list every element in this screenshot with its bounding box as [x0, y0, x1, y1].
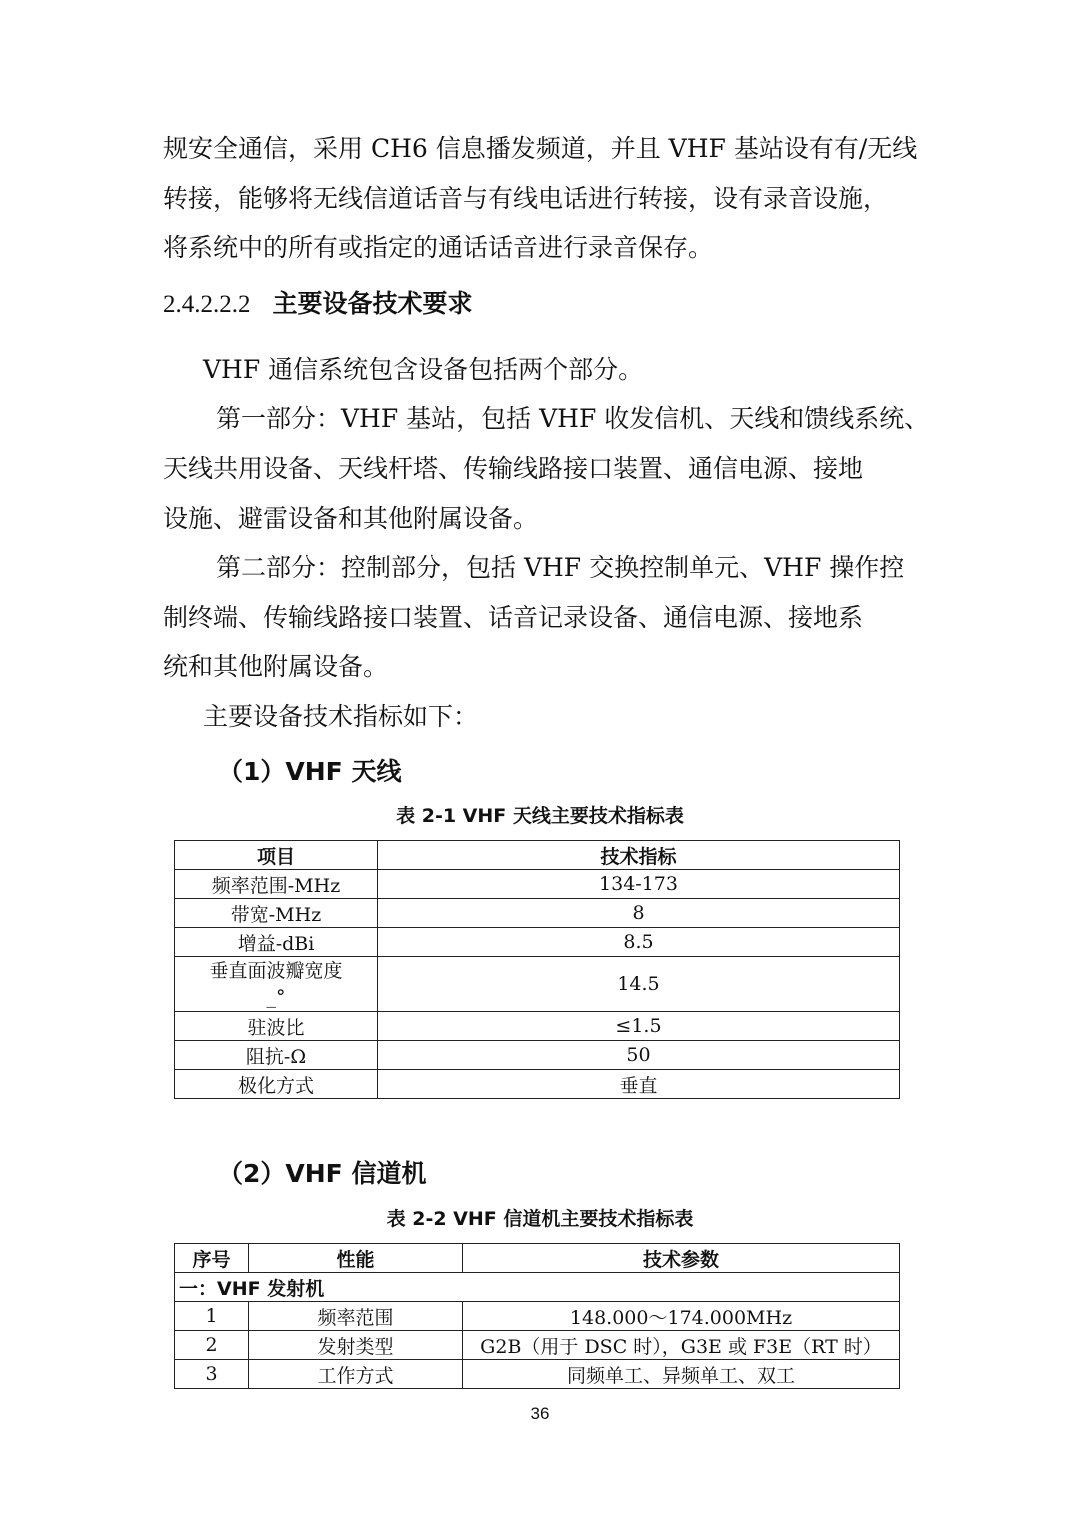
table2-caption: 表 2-2 VHF 信道机主要技术指标表 [386, 1208, 694, 1230]
table-row [175, 870, 900, 899]
section-number: 2.4.2.2.2 [163, 291, 251, 318]
paragraph-line: 制终端、传输线路接口装置、话音记录设备、通信电源、接地系 [163, 603, 864, 632]
table-row [175, 1360, 900, 1389]
header-cell: 技术参数 [463, 1244, 900, 1273]
paragraph-line: 天线共用设备、天线杆塔、传输线路接口装置、通信电源、接地 [163, 454, 864, 483]
cell-value: 同频单工、异频单工、双工 [463, 1360, 900, 1389]
table-row [175, 1012, 900, 1041]
channel-unit-spec-table [174, 1243, 900, 1389]
cell-value: 垂直 [378, 1070, 900, 1099]
table-row [175, 1302, 900, 1331]
cell-value: 8 [378, 899, 900, 928]
paragraph-line: 规安全通信，采用 CH6 信息播发频道，并且 VHF 基站设有有/无线 [163, 134, 918, 163]
cell-item [175, 957, 378, 1012]
paragraph-line: 转接，能够将无线信道话音与有线电话进行转接，设有录音设施， [163, 184, 889, 213]
header-cell: 性能 [249, 1244, 463, 1273]
table-row [175, 1070, 900, 1099]
header-cell: 项目 [175, 841, 378, 870]
header-cell: 技术指标 [378, 841, 900, 870]
table-header-row [175, 1244, 900, 1273]
cell-item-line2: _° [266, 986, 286, 1008]
paragraph-line: 第二部分：控制部分，包括 VHF 交换控制单元、VHF 操作控 [216, 553, 905, 582]
table-header-row [175, 841, 900, 870]
cell-property: 发射类型 [249, 1331, 463, 1360]
paragraph-line: 将系统中的所有或指定的通话话音进行录音保存。 [163, 233, 714, 262]
paragraph-line: 统和其他附属设备。 [163, 652, 389, 681]
cell-item-line1: 垂直面波瓣宽度 [209, 960, 343, 982]
cell-property: 频率范围 [249, 1302, 463, 1331]
cell-item: 增益-dBi [175, 928, 378, 957]
paragraph-line: VHF 通信系统包含设备包括两个部分。 [203, 355, 644, 384]
table-row [175, 957, 900, 1012]
section-title: 主要设备技术要求 [272, 289, 473, 318]
paragraph-line: 主要设备技术指标如下： [203, 702, 479, 731]
cell-property: 工作方式 [249, 1360, 463, 1389]
paragraph-line: 第一部分：VHF 基站，包括 VHF 收发信机、天线和馈线系统、 [216, 404, 930, 433]
table-row [175, 899, 900, 928]
cell-item: 频率范围-MHz [175, 870, 378, 899]
cell-value: 8.5 [378, 928, 900, 957]
page-number: 36 [530, 1404, 550, 1423]
cell-index: 2 [175, 1331, 249, 1360]
cell-value: G2B（用于 DSC 时），G3E 或 F3E（RT 时） [463, 1331, 900, 1360]
cell-value: 148.000～174.000MHz [463, 1302, 900, 1331]
cell-value: 50 [378, 1041, 900, 1070]
cell-item: 阻抗-Ω [175, 1041, 378, 1070]
cell-item: 极化方式 [175, 1070, 378, 1099]
paragraph-line: 设施、避雷设备和其他附属设备。 [163, 504, 539, 533]
table-row [175, 928, 900, 957]
table-section-row [175, 1273, 900, 1302]
cell-value: ≤1.5 [378, 1012, 900, 1041]
cell-index: 3 [175, 1360, 249, 1389]
header-cell: 序号 [175, 1244, 249, 1273]
section-heading [163, 284, 473, 320]
section-cell: 一：VHF 发射机 [175, 1273, 900, 1302]
table-row [175, 1331, 900, 1360]
cell-item: 驻波比 [175, 1012, 378, 1041]
cell-index: 1 [175, 1302, 249, 1331]
cell-value: 14.5 [378, 957, 900, 1012]
antenna-spec-table [174, 840, 900, 1099]
subheading-vhf-channel-unit: （2）VHF 信道机 [218, 1159, 427, 1188]
subheading-vhf-antenna: （1）VHF 天线 [218, 757, 402, 786]
table1-caption: 表 2-1 VHF 天线主要技术指标表 [396, 805, 684, 827]
table-row [175, 1041, 900, 1070]
cell-item: 带宽-MHz [175, 899, 378, 928]
cell-value: 134-173 [378, 870, 900, 899]
